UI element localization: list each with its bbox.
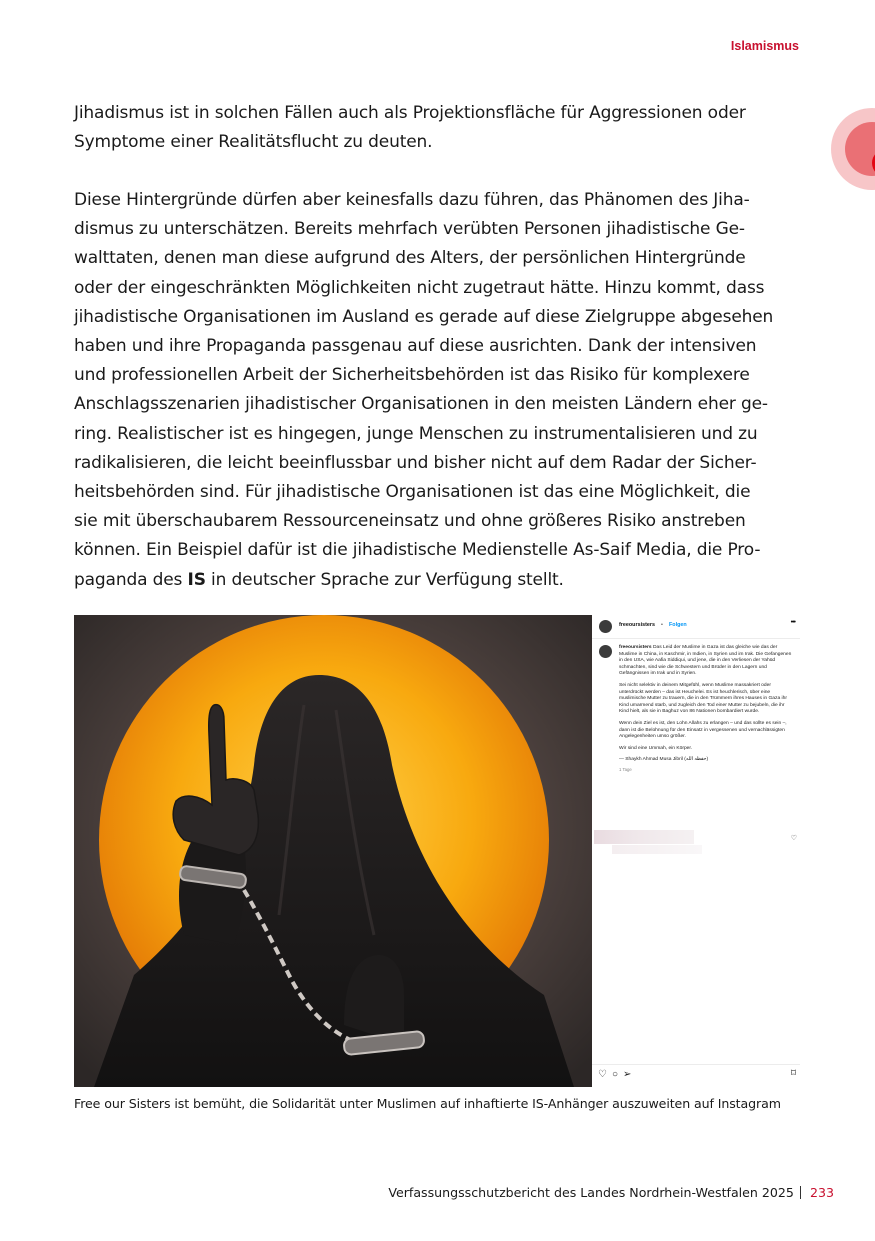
- line: Jihadismus ist in solchen Fällen auch als Projektionsfläche für Aggressionen oder: [74, 103, 746, 123]
- line: und professionellen Arbeit der Sicherheitsbehörden ist das Risiko für komplexere: [74, 365, 750, 386]
- line: können. Ein Beispiel dafür ist die jihadistische Medienstelle As-Saif Media, die Pro-: [74, 540, 761, 561]
- instagram-figure: [74, 615, 800, 1087]
- publication-title: Verfassungsschutzbericht des Landes Nordrhein-Westfalen 2025: [388, 1185, 794, 1200]
- comment-icon[interactable]: ○: [611, 1069, 619, 1080]
- page-footer: [388, 1185, 834, 1200]
- avatar[interactable]: [599, 645, 612, 658]
- caption-paragraph: freeoursisters Das Leid der Muslime in Gaza ist das gleiche wie das der Muslime in China, in Kaschmir, in Indien, in Syrien und im Irak. Die Gefangenen in den USA, wie Aafia Siddiqui, und jene, die in den Verliesen der Yahūd schmachten, sind wie die Schwestern und Brüder in den Lagern und Gefängnissen im Irak und in Syrien.: [619, 645, 792, 677]
- post-actions: [598, 1069, 636, 1080]
- more-icon[interactable]: •••: [790, 619, 795, 626]
- line: heitsbehörden sind. Für jihadistische Organisationen ist das eine Möglichkeit, die: [74, 482, 751, 503]
- line: ring. Realistischer ist es hingegen, junge Menschen zu instrumentalisieren und zu: [74, 423, 758, 444]
- avatar[interactable]: [599, 620, 612, 633]
- caption-paragraph: — Shaykh Ahmad Musa Jibril (حفظه الله): [619, 757, 709, 763]
- instagram-panel: [592, 615, 800, 1087]
- caption-paragraph: Wir sind eine Ummah, ein Körper.: [619, 745, 693, 751]
- line: Anschlagsszenarien jihadistischer Organisationen in den meisten Ländern eher ge-: [74, 394, 768, 415]
- divider: [592, 638, 800, 639]
- line: Diese Hintergründe dürfen aber keinesfalls dazu führen, das Phänomen des Jiha-: [74, 190, 750, 210]
- line: jihadistische Organisationen im Ausland es gerade auf diese Zielgruppe abgesehen: [74, 306, 774, 327]
- section-marker-icon: [831, 108, 875, 190]
- caption-paragraph: Wenn dein Ziel es ist, den Lohn Allahs zu erlangen – und das sollte es sein –, dann ist die Belohnung für den Einsatz in vergessenen und vernachlässigten Angelegenheiten umso größer.: [619, 720, 787, 740]
- post-age: 1 Tage: [619, 766, 632, 772]
- separator-dot: •: [661, 622, 663, 628]
- line: dismus zu unterschätzen. Bereits mehrfach verübten Personen jihadistische Ge-: [74, 219, 745, 240]
- divider: [592, 1064, 800, 1065]
- blurred-comment: [612, 845, 702, 854]
- paragraph-intro: [74, 99, 802, 157]
- line: walttaten, denen man diese aufgrund des Alters, der persönlichen Hintergründe: [74, 248, 746, 269]
- blurred-comment: [594, 830, 694, 844]
- caption-username[interactable]: freeoursisters: [619, 645, 652, 650]
- caption-paragraph: Sei nicht selektiv in deinem Mitgefühl, wenn Muslime massakriert oder unterdrückt werden – das ist Heuchelei. Es ist heuchlerisch, über eine muslimische Mutter zu trauern, die in den Trümmern ihres Hauses in Gaza ihr Kind umarmend starb, und zugleich den Tod einer Mutter zu bejubeln, die ihr Kind hielt, als sie in Baghuz von 86 Nationen bombardiert wurde.: [619, 682, 787, 715]
- share-icon[interactable]: ➢: [623, 1069, 632, 1080]
- section-label: Islamismus: [730, 39, 799, 53]
- heart-icon[interactable]: ♡: [598, 1069, 607, 1080]
- follow-button[interactable]: Folgen: [669, 622, 687, 628]
- line: paganda des IS in deutscher Sprache zur Verfügung stellt.: [74, 569, 564, 590]
- comment-like-icon[interactable]: ♡: [790, 835, 797, 842]
- page-number: 233: [809, 1185, 834, 1200]
- line: sie mit überschaubarem Ressourceneinsatz und ohne größeres Risiko anstreben: [74, 511, 746, 532]
- paragraph-main: [74, 186, 802, 595]
- post-header: [599, 618, 797, 636]
- bookmark-icon[interactable]: ⌑: [790, 1068, 796, 1079]
- line: oder der eingeschränkten Möglichkeiten nicht zugetraut hätte. Hinzu kommt, dass: [74, 277, 765, 298]
- line: radikalisieren, die leicht beeinflussbar und bisher nicht auf dem Radar der Sicher-: [74, 452, 757, 473]
- line: haben und ihre Propaganda passgenau auf diese ausrichten. Dank der intensiven: [74, 336, 757, 357]
- figure-caption: Free our Sisters ist bemüht, die Solidarität unter Muslimen auf inhaftierte IS-Anhänger auszuweiten auf Instagram: [74, 1096, 781, 1111]
- is-abbreviation: IS: [187, 569, 206, 590]
- line: Symptome einer Realitätsflucht zu deuten.: [74, 132, 433, 153]
- post-username[interactable]: freeoursisters: [619, 622, 655, 628]
- footer-divider: [800, 1186, 801, 1199]
- propaganda-image: [74, 615, 592, 1087]
